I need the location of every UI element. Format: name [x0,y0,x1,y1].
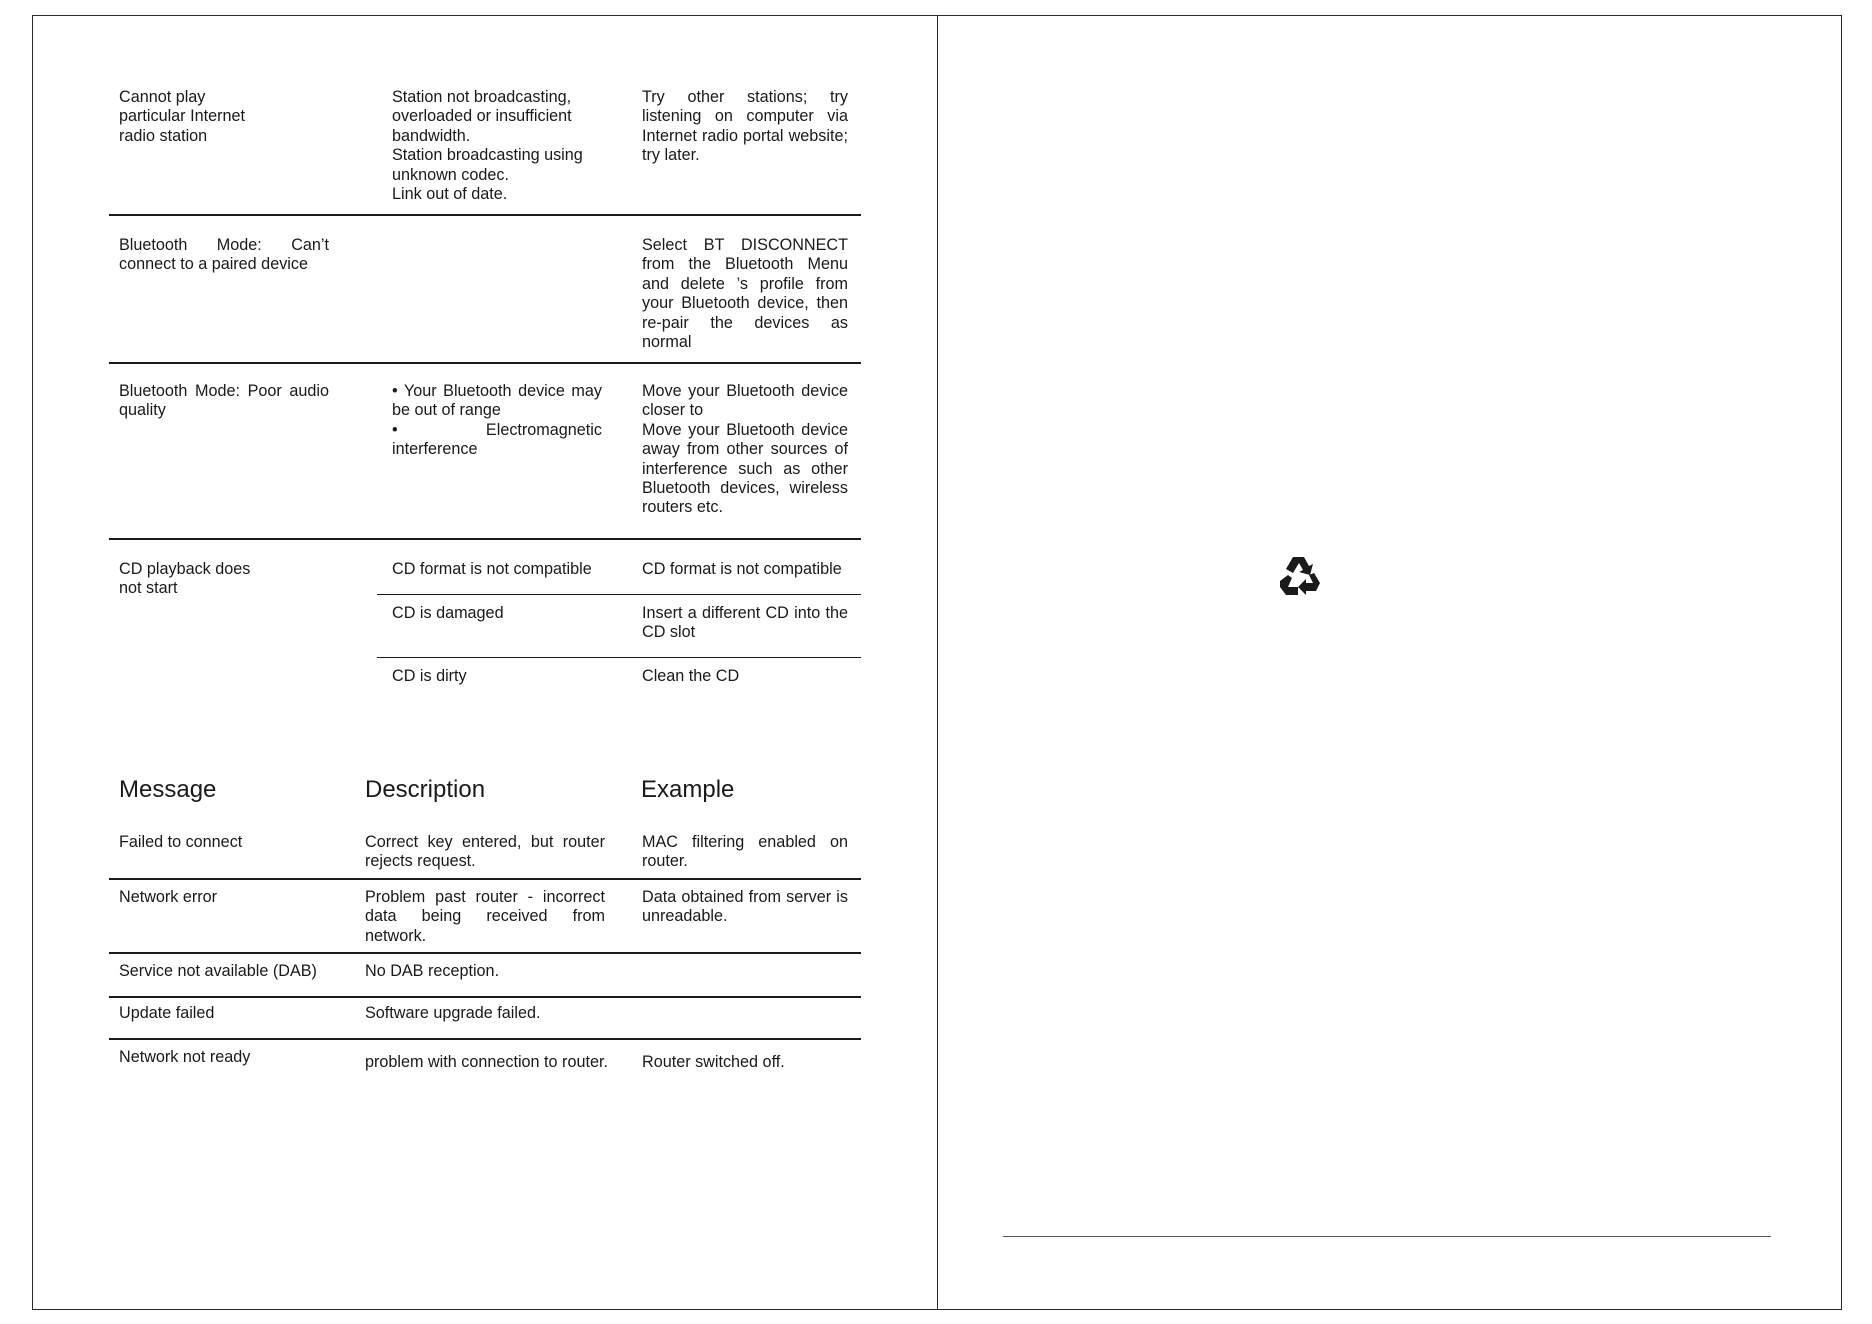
problem-cell: Cannot play particular Internet radio station [119,88,245,145]
remedy-cell: Try other stations; try listening on computer via Internet radio portal website; try later. [642,88,848,165]
problem-cell: CD playback does not start [119,560,251,598]
example-cell: MAC filtering enabled on router. [642,833,848,871]
row-divider [109,878,861,880]
message-cell: Update failed [119,1004,215,1022]
cause-cell: CD is dirty [392,667,467,685]
description-cell: Correct key entered, but router rejects request. [365,833,605,871]
remedy-cell: Clean the CD [642,667,740,685]
row-divider [109,362,861,364]
row-divider [109,952,861,954]
remedy-cell: Insert a different CD into the CD slot [642,604,848,642]
description-cell: Software upgrade failed. [365,1004,541,1022]
description-cell: problem with connection to router. [365,1053,608,1071]
message-cell: Network not ready [119,1048,251,1066]
cause-cell: CD format is not compatible [392,560,592,578]
footer-rule [1003,1236,1771,1237]
description-cell: No DAB reception. [365,962,500,980]
row-divider [109,1038,861,1040]
cause-cell: Station not broadcasting, overloaded or insufficient bandwidth. Station broadcasting using unknown codec. Link out of date. [392,88,583,204]
example-cell: Data obtained from server is unreadable. [642,888,848,926]
cause-cell: • Your Bluetooth device may be out of range • Electromagnetic interference [392,382,602,459]
message-cell: Service not available (DAB) [119,962,317,980]
message-cell: Network error [119,888,218,906]
row-divider [109,538,861,540]
cause-cell: CD is damaged [392,604,504,622]
subrow-divider [377,657,861,658]
header-description: Description [365,776,486,803]
message-cell: Failed to connect [119,833,243,851]
header-example: Example [641,776,735,803]
problem-cell: Bluetooth Mode: Poor audio quality [119,382,329,420]
remedy-cell: Select BT DISCONNECT from the Bluetooth Menu and delete ’s profile from your Bluetooth device, then re-pair the devices as normal [642,236,848,352]
problem-cell: Bluetooth Mode: Can’t connect to a paired device [119,236,329,274]
header-message: Message [119,776,217,803]
description-cell: Problem past router - incorrect data being received from network. [365,888,605,945]
row-divider [109,214,861,216]
remedy-cell: Move your Bluetooth device closer to Move your Bluetooth device away from other sources of interference such as other Bluetooth devices, wireless routers etc. [642,382,848,517]
recycle-icon [1276,555,1324,601]
remedy-cell: CD format is not compatible [642,560,842,578]
page-fold [937,15,938,1310]
example-cell: Router switched off. [642,1053,785,1071]
subrow-divider [377,594,861,595]
row-divider [109,996,861,998]
